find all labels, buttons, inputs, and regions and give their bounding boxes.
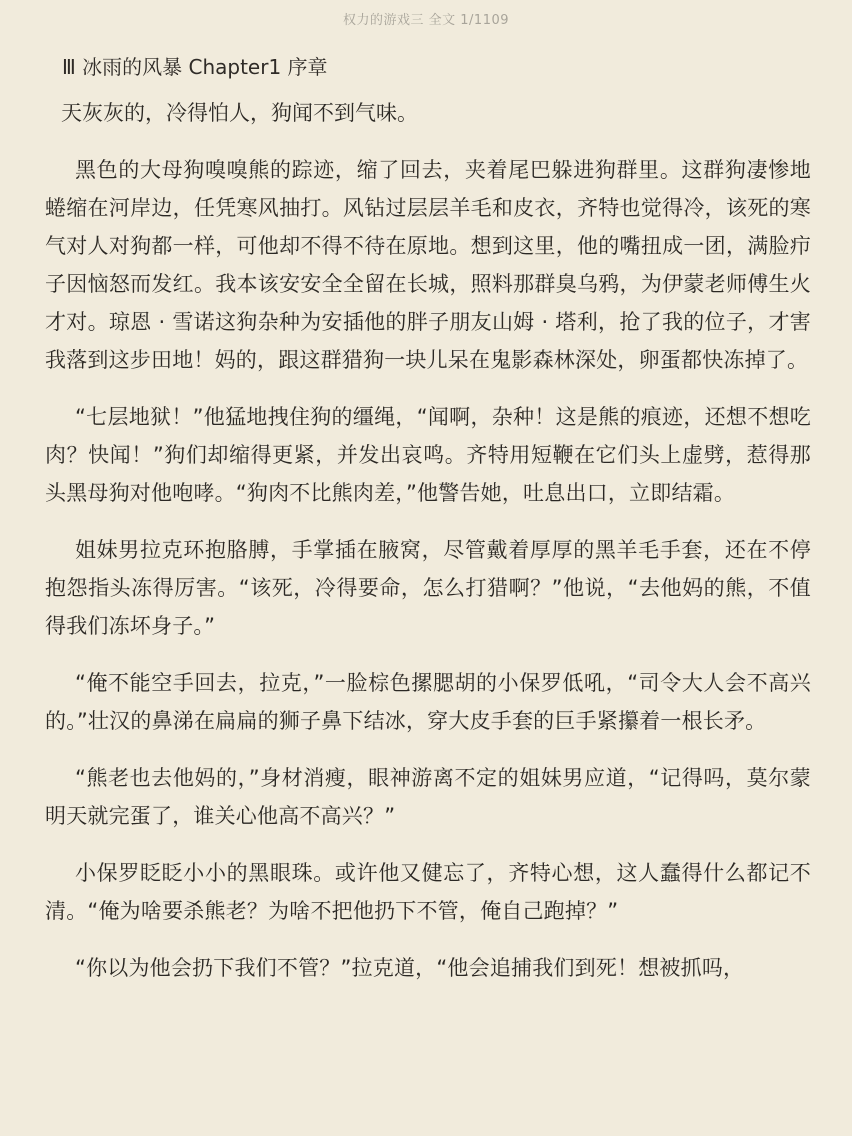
reading-pane[interactable] <box>45 50 811 987</box>
body-paragraph: 姐妹男拉克环抱胳膊，手掌插在腋窝，尽管戴着厚厚的黑羊毛手套，还在不停抱怨指头冻得厉害。“该死，冷得要命，怎么打猎啊？”他说，“去他妈的熊，不值得我们冻坏身子。” <box>45 538 811 638</box>
body-paragraph: “七层地狱！”他猛地拽住狗的缰绳，“闻啊，杂种！这是熊的痕迹，还想不想吃肉？快闻！”狗们却缩得更紧，并发出哀鸣。齐特用短鞭在它们头上虚劈，惹得那头黑母狗对他咆哮。“狗肉不比熊肉差，”他警告她，吐息出口，立即结霜。 <box>45 405 811 505</box>
body-paragraph: 黑色的大母狗嗅嗅熊的踪迹，缩了回去，夹着尾巴躲进狗群里。这群狗凄惨地蜷缩在河岸边，任凭寒风抽打。风钻过层层羊毛和皮衣，齐特也觉得冷，该死的寒气对人对狗都一样，可他却不得不待在原地。想到这里，他的嘴扭成一团，满脸疖子因恼怒而发红。我本该安安全全留在长城，照料那群臭乌鸦，为伊蒙老师傅生火才对。琼恩 · 雪诺这狗杂种为安插他的胖子朋友山姆 · 塔利，抢了我的位子，才害我落到这步田地！妈的，跟这群猎狗一块儿呆在鬼影森林深处，卵蛋都快冻掉了。 <box>45 158 811 372</box>
scope-label: 全文 <box>428 13 456 28</box>
body-paragraph: 小保罗眨眨小小的黑眼珠。或许他又健忘了，齐特心想，这人蠢得什么都记不清。“俺为啥要杀熊老？为啥不把他扔下不管，俺自己跑掉？” <box>45 861 811 923</box>
book-title: 权力的游戏三 <box>342 13 424 28</box>
body-paragraph: “俺不能空手回去，拉克，”一脸棕色摞腮胡的小保罗低吼，“司令大人会不高兴的。”壮汉的鼻涕在扁扁的狮子鼻下结冰，穿大皮手套的巨手紧攥着一根长矛。 <box>45 671 811 733</box>
chapter-heading: Ⅲ 冰雨的风暴 Chapter1 序章 <box>62 55 328 79</box>
body-paragraph: “熊老也去他妈的，”身材消瘦，眼神游离不定的姐妹男应道，“记得吗，莫尔蒙明天就完蛋了，谁关心他高不高兴？” <box>45 766 811 828</box>
lead-paragraph: 天灰灰的，冷得怕人，狗闻不到气味。 <box>61 101 418 125</box>
reader-status-bar <box>0 9 852 28</box>
page-indicator: 1/1109 <box>460 13 510 28</box>
body-paragraph: “你以为他会扔下我们不管？”拉克道，“他会追捕我们到死！想被抓吗， <box>75 956 745 980</box>
